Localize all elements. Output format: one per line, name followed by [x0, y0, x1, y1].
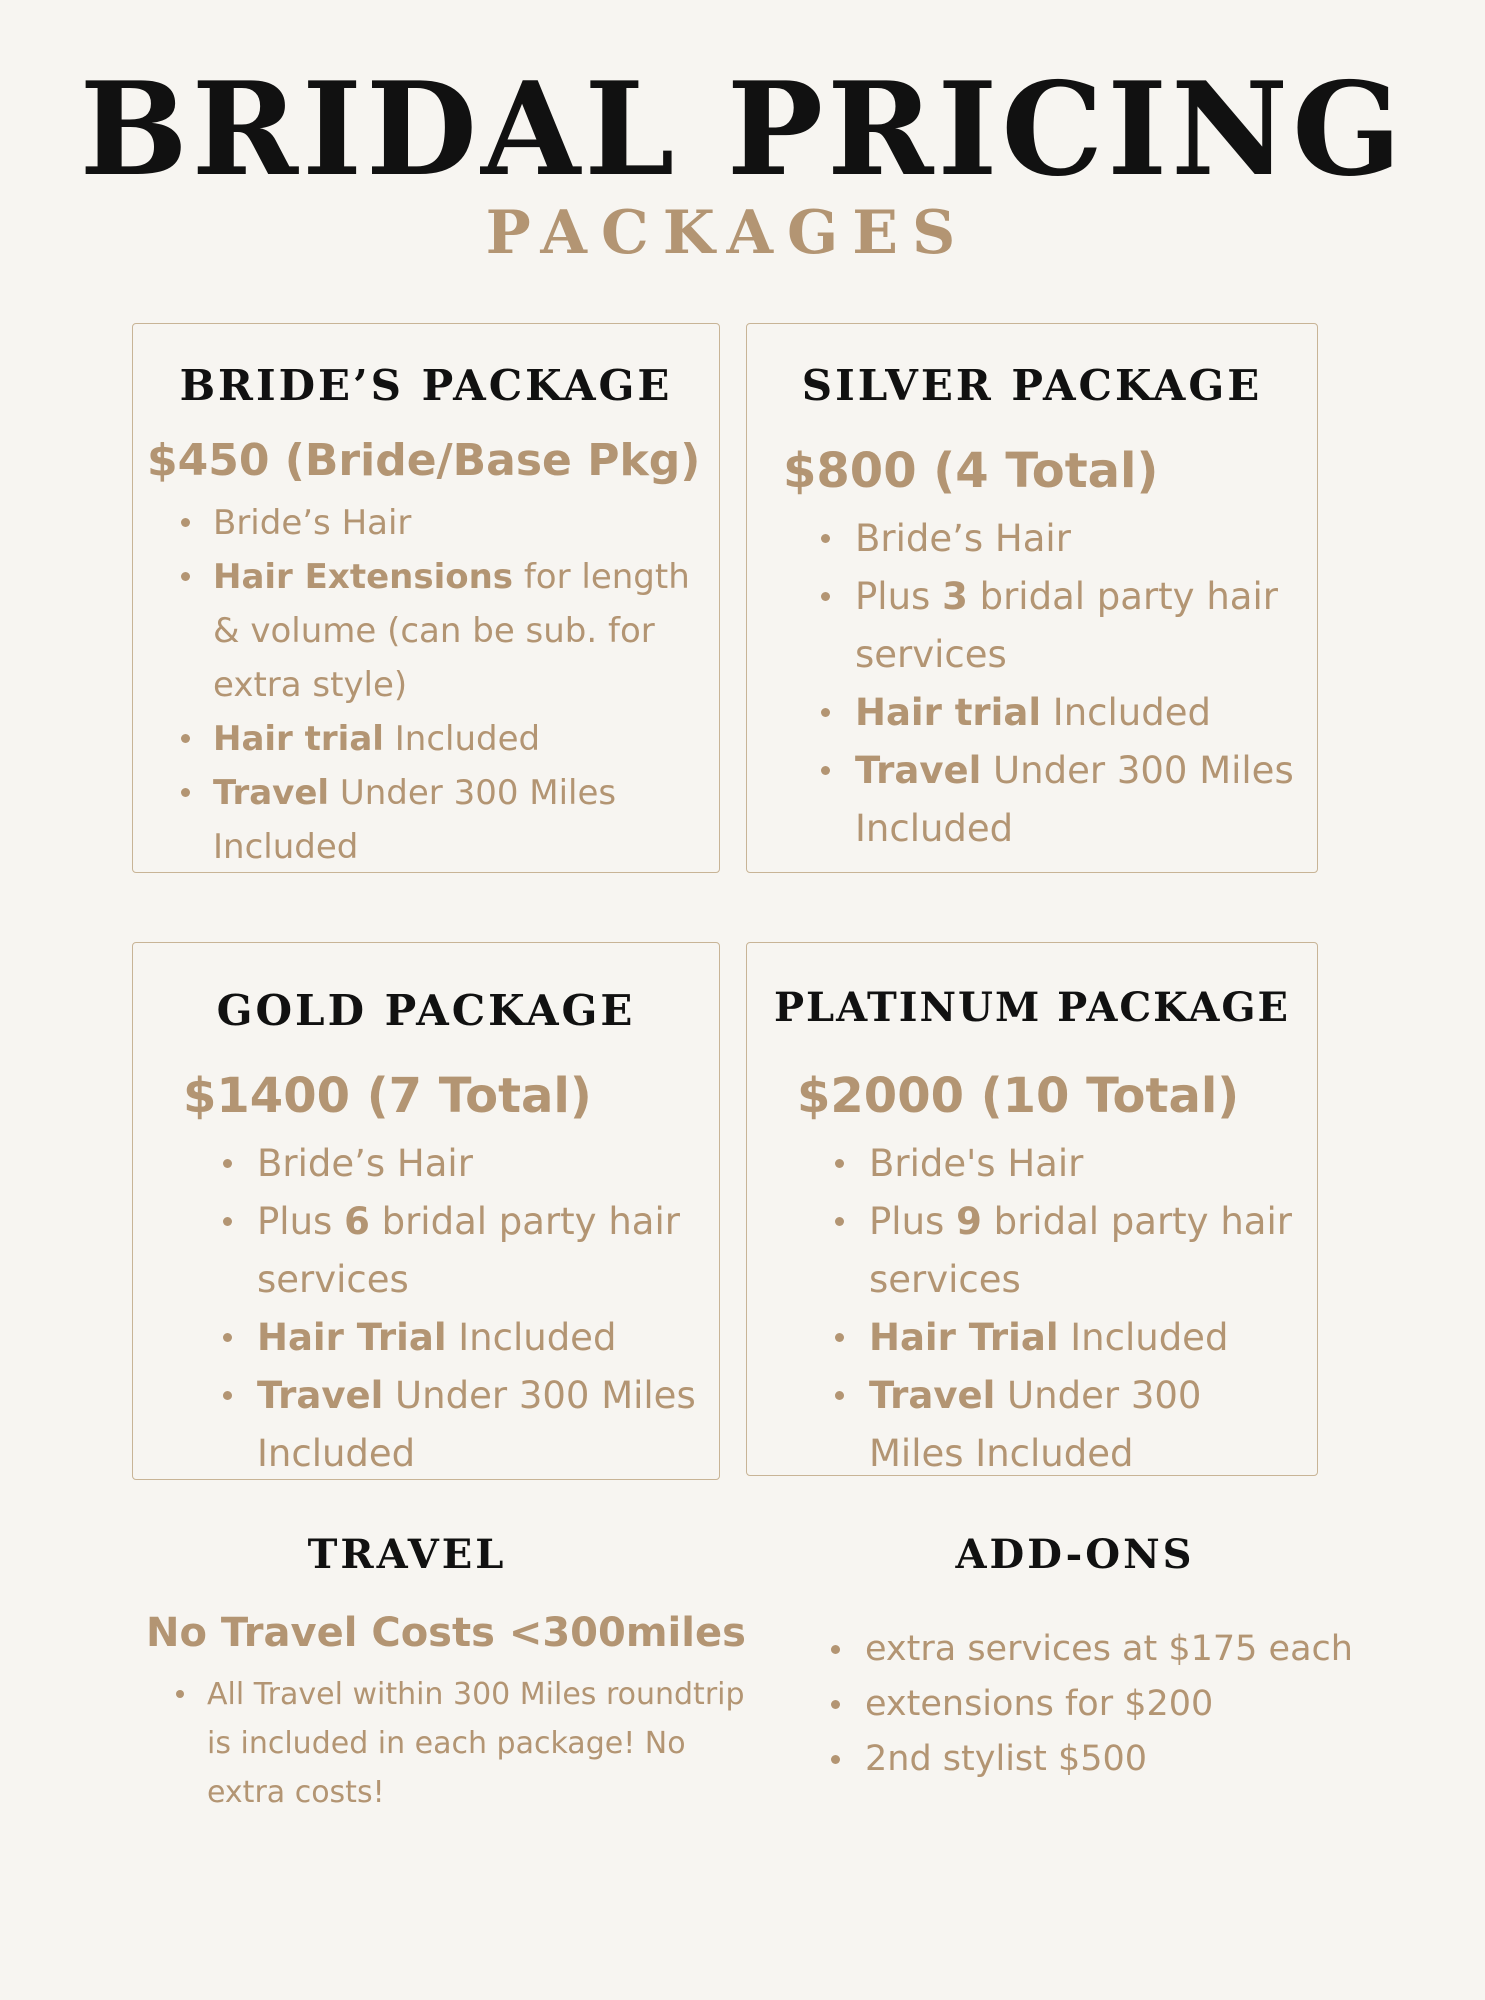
package-features: [855, 510, 1295, 858]
addons-list: [865, 1622, 1425, 1787]
package-heading: BRIDE’S PACKAGE: [179, 361, 673, 410]
package-card-gold: [132, 942, 720, 1480]
feature-item: Bride's Hair: [869, 1135, 1299, 1193]
page-subtitle: PACKAGES: [485, 198, 970, 268]
feature-item: Hair Trial Included: [869, 1309, 1299, 1367]
feature-item: Travel Under 300 Miles Included: [257, 1367, 707, 1483]
feature-item: Hair trial Included: [855, 684, 1295, 742]
package-features: [869, 1135, 1299, 1483]
addon-item: 2nd stylist $500: [865, 1732, 1425, 1787]
feature-item: Hair Trial Included: [257, 1309, 707, 1367]
feature-item: Plus 9 bridal party hair services: [869, 1193, 1299, 1309]
package-card-silver: [746, 323, 1318, 873]
addons-heading: ADD-ONS: [955, 1531, 1195, 1578]
feature-item: Hair Extensions for length & volume (can be sub. for extra style): [213, 550, 713, 712]
package-price: $450 (Bride/Base Pkg): [147, 435, 701, 486]
package-price: $1400 (7 Total): [183, 1068, 592, 1124]
page-title: BRIDAL PRICING: [79, 55, 1406, 205]
addon-item: extra services at $175 each: [865, 1622, 1425, 1677]
package-features: [257, 1135, 707, 1483]
feature-item: Bride’s Hair: [213, 496, 713, 550]
addon-item: extensions for $200: [865, 1677, 1425, 1732]
travel-list: [207, 1670, 767, 1817]
travel-heading: TRAVEL: [307, 1531, 507, 1578]
feature-item: Bride’s Hair: [855, 510, 1295, 568]
package-price: $800 (4 Total): [783, 443, 1159, 499]
package-heading: PLATINUM PACKAGE: [773, 984, 1291, 1031]
feature-item: Travel Under 300 Miles Included: [213, 766, 713, 874]
feature-item: Travel Under 300 Miles Included: [869, 1367, 1299, 1483]
package-card-bride: [132, 323, 720, 873]
feature-item: Plus 6 bridal party hair services: [257, 1193, 707, 1309]
feature-item: Plus 3 bridal party hair services: [855, 568, 1295, 684]
package-heading: GOLD PACKAGE: [216, 986, 636, 1035]
feature-item: Travel Under 300 Miles Included: [855, 742, 1295, 858]
feature-item: Bride’s Hair: [257, 1135, 707, 1193]
package-price: $2000 (10 Total): [797, 1068, 1240, 1124]
travel-item: All Travel within 300 Miles roundtrip is included in each package! No extra costs!: [207, 1670, 767, 1817]
feature-item: Hair trial Included: [213, 712, 713, 766]
package-heading: SILVER PACKAGE: [801, 361, 1263, 410]
package-card-platinum: [746, 942, 1318, 1476]
travel-subheading: No Travel Costs <300miles: [146, 1610, 746, 1656]
package-features: [213, 496, 713, 874]
